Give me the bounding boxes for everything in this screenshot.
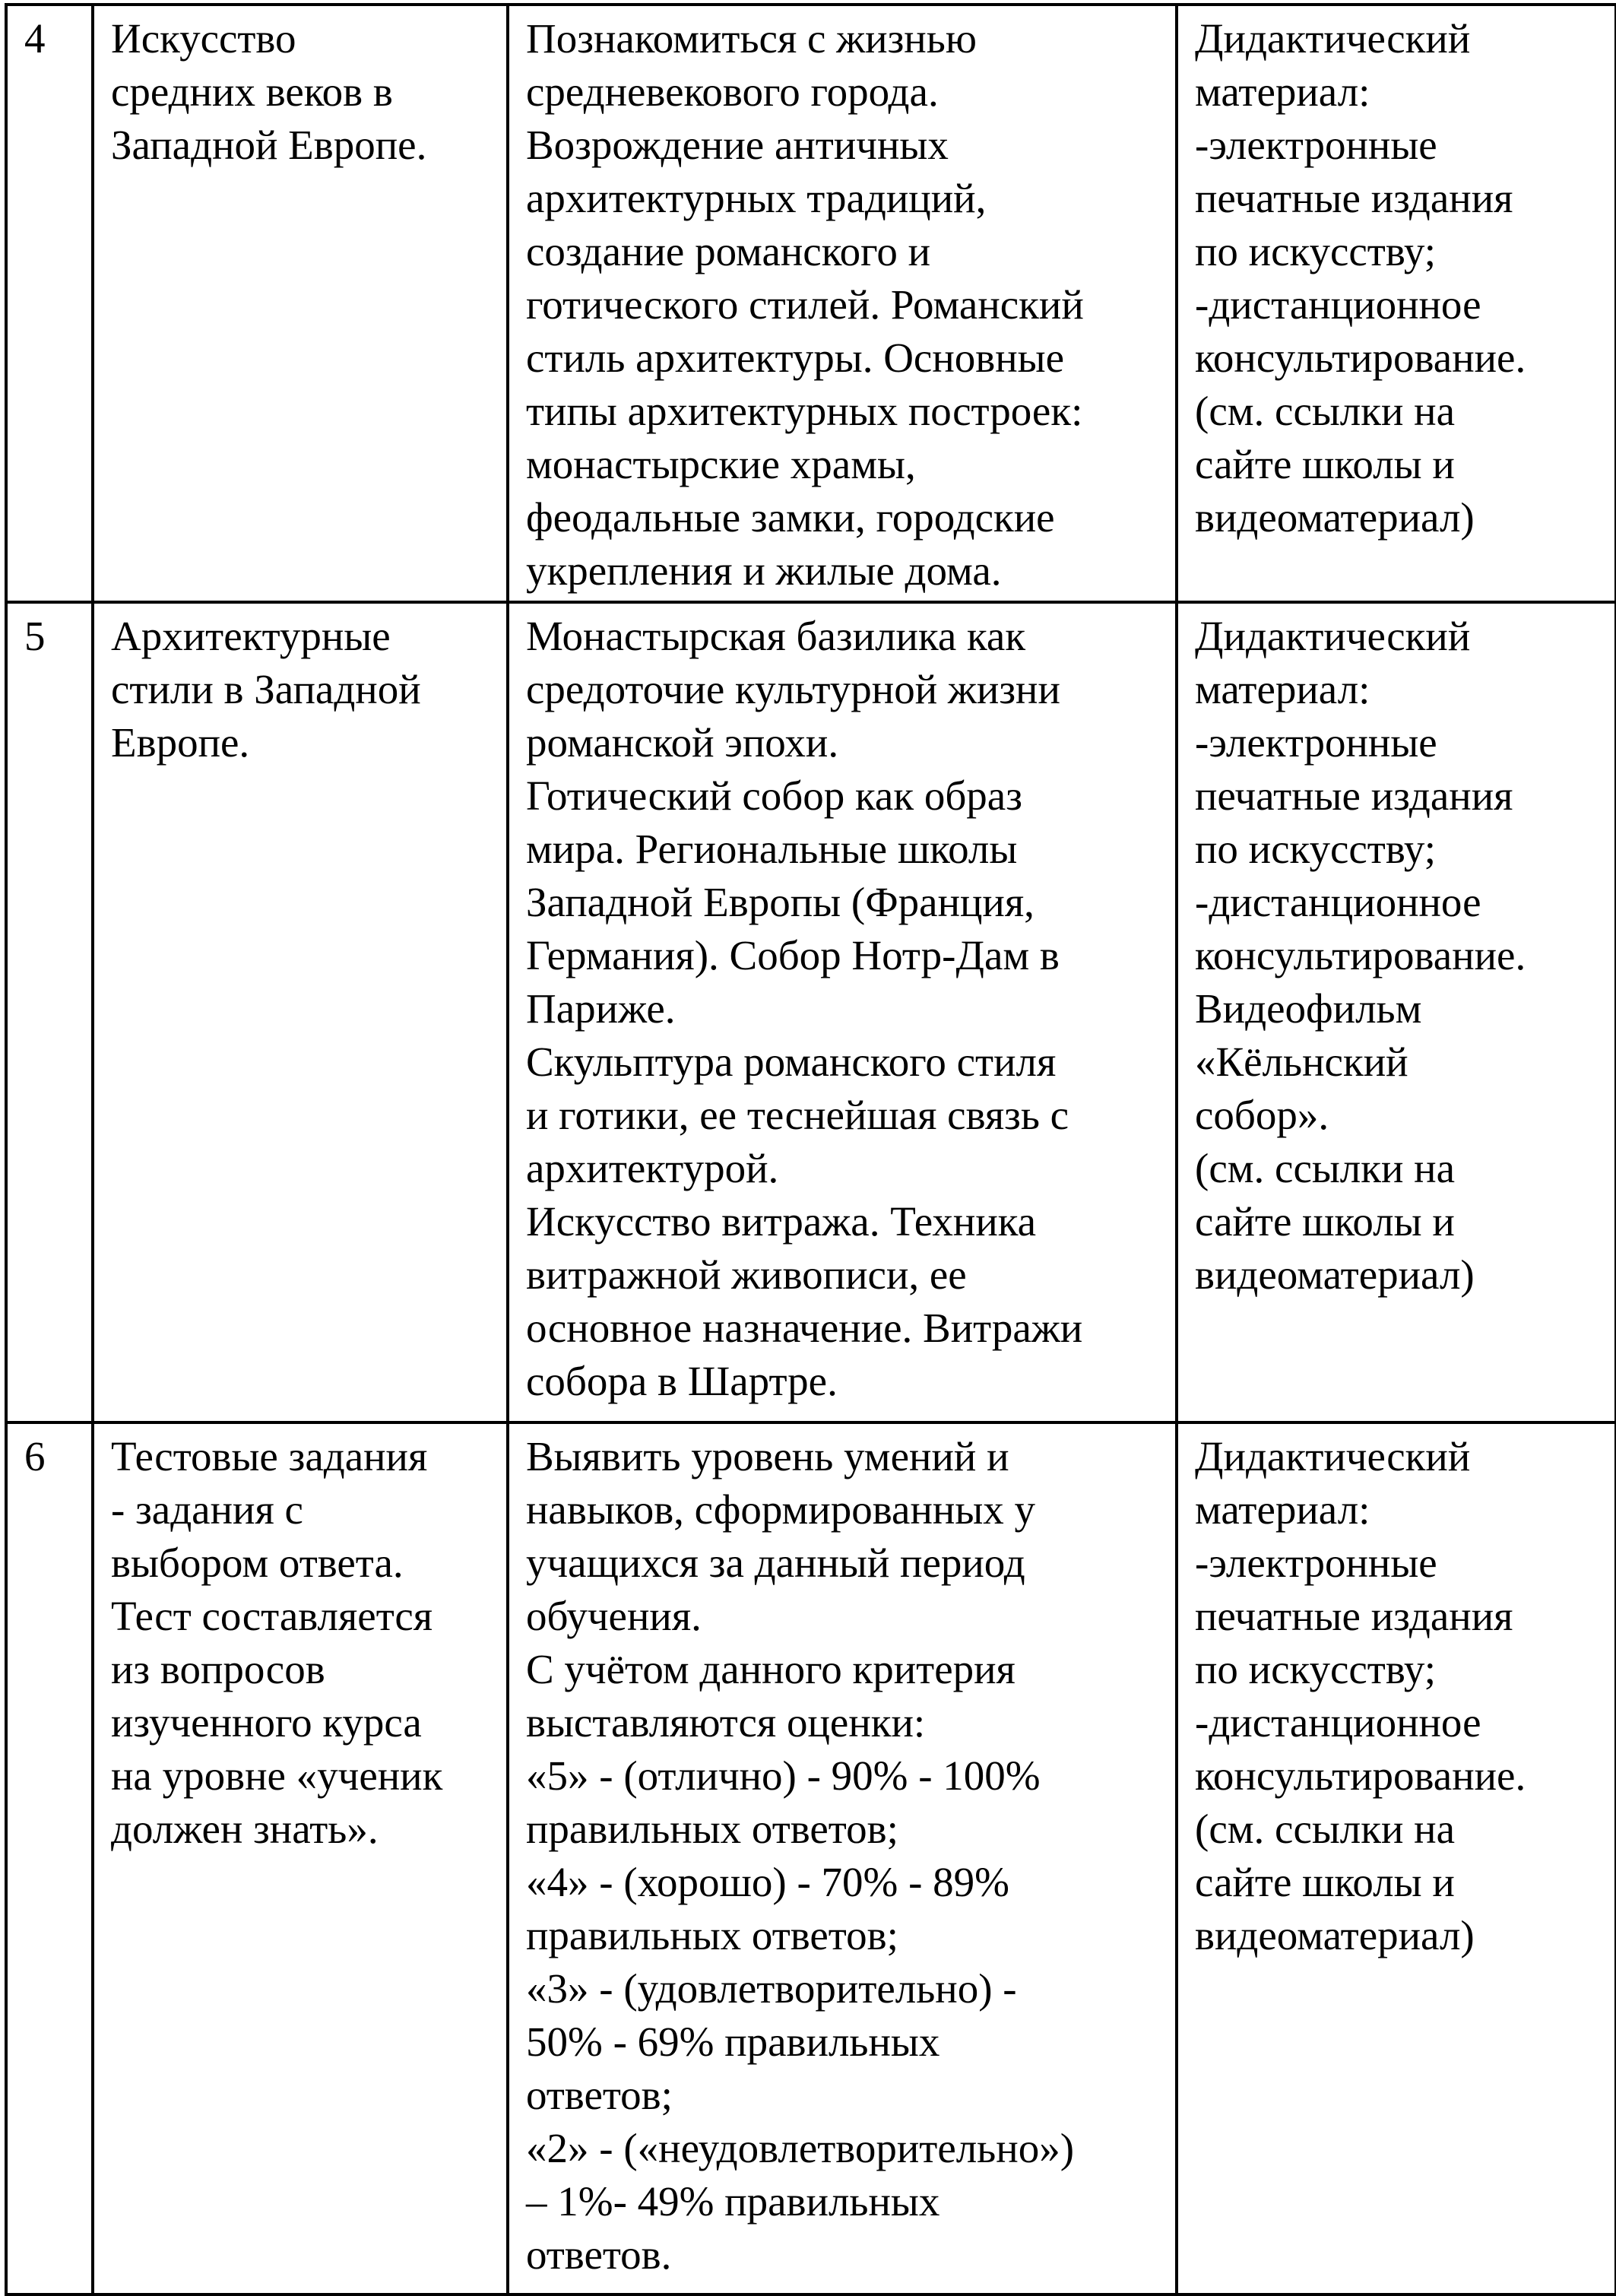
materials-line: печатные издания: [1195, 175, 1513, 221]
materials-line: консультирование.: [1195, 1752, 1526, 1799]
table-row: [6, 5, 1616, 602]
content-cell: [508, 602, 1177, 1422]
content-line: готического стилей. Романский: [526, 281, 1084, 328]
content-line: Западной Европы (Франция,: [526, 879, 1035, 925]
content-line: стиль архитектуры. Основные: [526, 335, 1065, 381]
materials-line: (см. ссылки на: [1195, 1806, 1456, 1852]
content-line: Возрождение античных: [526, 122, 949, 168]
content-line: «2» - («неудовлетворительно»): [526, 2125, 1075, 2171]
content-line: Монастырская базилика как: [526, 613, 1026, 659]
materials-line: по искусству;: [1195, 1646, 1436, 1692]
content-line: собора в Шартре.: [526, 1358, 838, 1404]
content-line: средневекового города.: [526, 68, 939, 115]
materials-cell: [1177, 5, 1616, 602]
content-line: учащихся за данный период: [526, 1540, 1025, 1586]
content-line: средоточие культурной жизни: [526, 666, 1060, 712]
content-line: Готический собор как образ: [526, 772, 1022, 819]
materials-cell: [1177, 1422, 1616, 2294]
topic-line: Западной Европе.: [111, 122, 427, 168]
materials-line: -электронные: [1195, 122, 1437, 168]
materials-line: видеоматериал): [1195, 494, 1475, 541]
topic-line: Тест составляется: [111, 1593, 433, 1639]
materials-line: (см. ссылки на: [1195, 388, 1456, 434]
row-number-cell: [6, 1422, 93, 2294]
materials-line: сайте школы и: [1195, 441, 1455, 487]
content-line: архитектурой.: [526, 1145, 779, 1191]
topic-line: Архитектурные: [111, 613, 391, 659]
content-line: Скульптура романского стиля: [526, 1039, 1057, 1085]
content-line: навыков, сформированных у: [526, 1486, 1036, 1533]
topic-line: из вопросов: [111, 1646, 325, 1692]
content-line: обучения.: [526, 1593, 702, 1639]
content-line: выставляются оценки:: [526, 1699, 926, 1746]
content-line: «4» - (хорошо) - 70% - 89%: [526, 1859, 1009, 1905]
topic-line: Тестовые задания: [111, 1433, 428, 1479]
content-cell: [508, 1422, 1177, 2294]
materials-line: по искусству;: [1195, 826, 1436, 872]
topic-line: - задания с: [111, 1486, 303, 1533]
content-line: архитектурных традиций,: [526, 175, 987, 221]
materials-line: (см. ссылки на: [1195, 1145, 1456, 1191]
materials-line: по искусству;: [1195, 228, 1436, 274]
content-line: витражной живописи, ее: [526, 1251, 967, 1298]
content-cell: [508, 5, 1177, 602]
content-line: Искусство витража. Техника: [526, 1198, 1037, 1245]
topic-line: стили в Западной: [111, 666, 421, 712]
topic-line: изученного курса: [111, 1699, 422, 1746]
content-line: Париже.: [526, 985, 676, 1032]
materials-line: печатные издания: [1195, 1593, 1513, 1639]
row-number: 6: [24, 1433, 46, 1479]
content-line: Выявить уровень умений и: [526, 1433, 1009, 1479]
content-line: 50% - 69% правильных: [526, 2019, 940, 2065]
materials-line: видеоматериал): [1195, 1912, 1475, 1958]
materials-line: -электронные: [1195, 1540, 1437, 1586]
content-line: феодальные замки, городские: [526, 494, 1055, 541]
topic-cell: [93, 1422, 508, 2294]
materials-line: -дистанционное: [1195, 1699, 1481, 1746]
content-line: – 1%- 49% правильных: [526, 2178, 940, 2225]
row-number: 5: [24, 613, 46, 659]
topic-cell: [93, 602, 508, 1422]
topic-cell: [93, 5, 508, 602]
content-line: ответов;: [526, 2072, 673, 2118]
table-body: [6, 5, 1616, 2294]
topic-line: Европе.: [111, 719, 250, 766]
content-line: укрепления и жилые дома.: [526, 547, 1002, 594]
materials-line: сайте школы и: [1195, 1198, 1455, 1245]
table-row: [6, 602, 1616, 1422]
materials-line: печатные издания: [1195, 772, 1513, 819]
materials-line: -дистанционное: [1195, 879, 1481, 925]
topic-line: Искусство: [111, 15, 296, 62]
content-line: мира. Региональные школы: [526, 826, 1018, 872]
materials-line: -электронные: [1195, 719, 1437, 766]
content-line: правильных ответов;: [526, 1912, 898, 1958]
content-line: «5» - (отлично) - 90% - 100%: [526, 1752, 1041, 1799]
content-line: Познакомиться с жизнью: [526, 15, 977, 62]
materials-line: Дидактический: [1195, 613, 1471, 659]
content-line: романской эпохи.: [526, 719, 839, 766]
curriculum-table: [5, 3, 1616, 2296]
row-number: 4: [24, 15, 46, 62]
topic-line: должен знать».: [111, 1806, 379, 1852]
content-line: типы архитектурных построек:: [526, 388, 1083, 434]
materials-line: Видеофильм: [1195, 985, 1422, 1032]
topic-line: на уровне «ученик: [111, 1752, 443, 1799]
content-line: правильных ответов;: [526, 1806, 898, 1852]
topic-line: выбором ответа.: [111, 1540, 404, 1586]
content-line: создание романского и: [526, 228, 931, 274]
content-line: Германия). Собор Нотр-Дам в: [526, 932, 1060, 978]
materials-line: Дидактический: [1195, 1433, 1471, 1479]
topic-line: средних веков в: [111, 68, 393, 115]
materials-line: Дидактический: [1195, 15, 1471, 62]
materials-line: материал:: [1195, 68, 1370, 115]
materials-line: материал:: [1195, 666, 1370, 712]
materials-line: -дистанционное: [1195, 281, 1481, 328]
content-line: и готики, ее теснейшая связь с: [526, 1092, 1069, 1138]
content-line: основное назначение. Витражи: [526, 1305, 1083, 1351]
materials-cell: [1177, 602, 1616, 1422]
row-number-cell: [6, 602, 93, 1422]
materials-line: консультирование.: [1195, 335, 1526, 381]
table-row: [6, 1422, 1616, 2294]
materials-line: собор».: [1195, 1092, 1329, 1138]
content-line: ответов.: [526, 2231, 672, 2278]
content-line: «3» - (удовлетворительно) -: [526, 1965, 1017, 2012]
content-line: монастырские храмы,: [526, 441, 916, 487]
materials-line: материал:: [1195, 1486, 1370, 1533]
materials-line: видеоматериал): [1195, 1251, 1475, 1298]
materials-line: консультирование.: [1195, 932, 1526, 978]
materials-line: сайте школы и: [1195, 1859, 1455, 1905]
row-number-cell: [6, 5, 93, 602]
materials-line: «Кёльнский: [1195, 1039, 1408, 1085]
content-line: С учётом данного критерия: [526, 1646, 1016, 1692]
